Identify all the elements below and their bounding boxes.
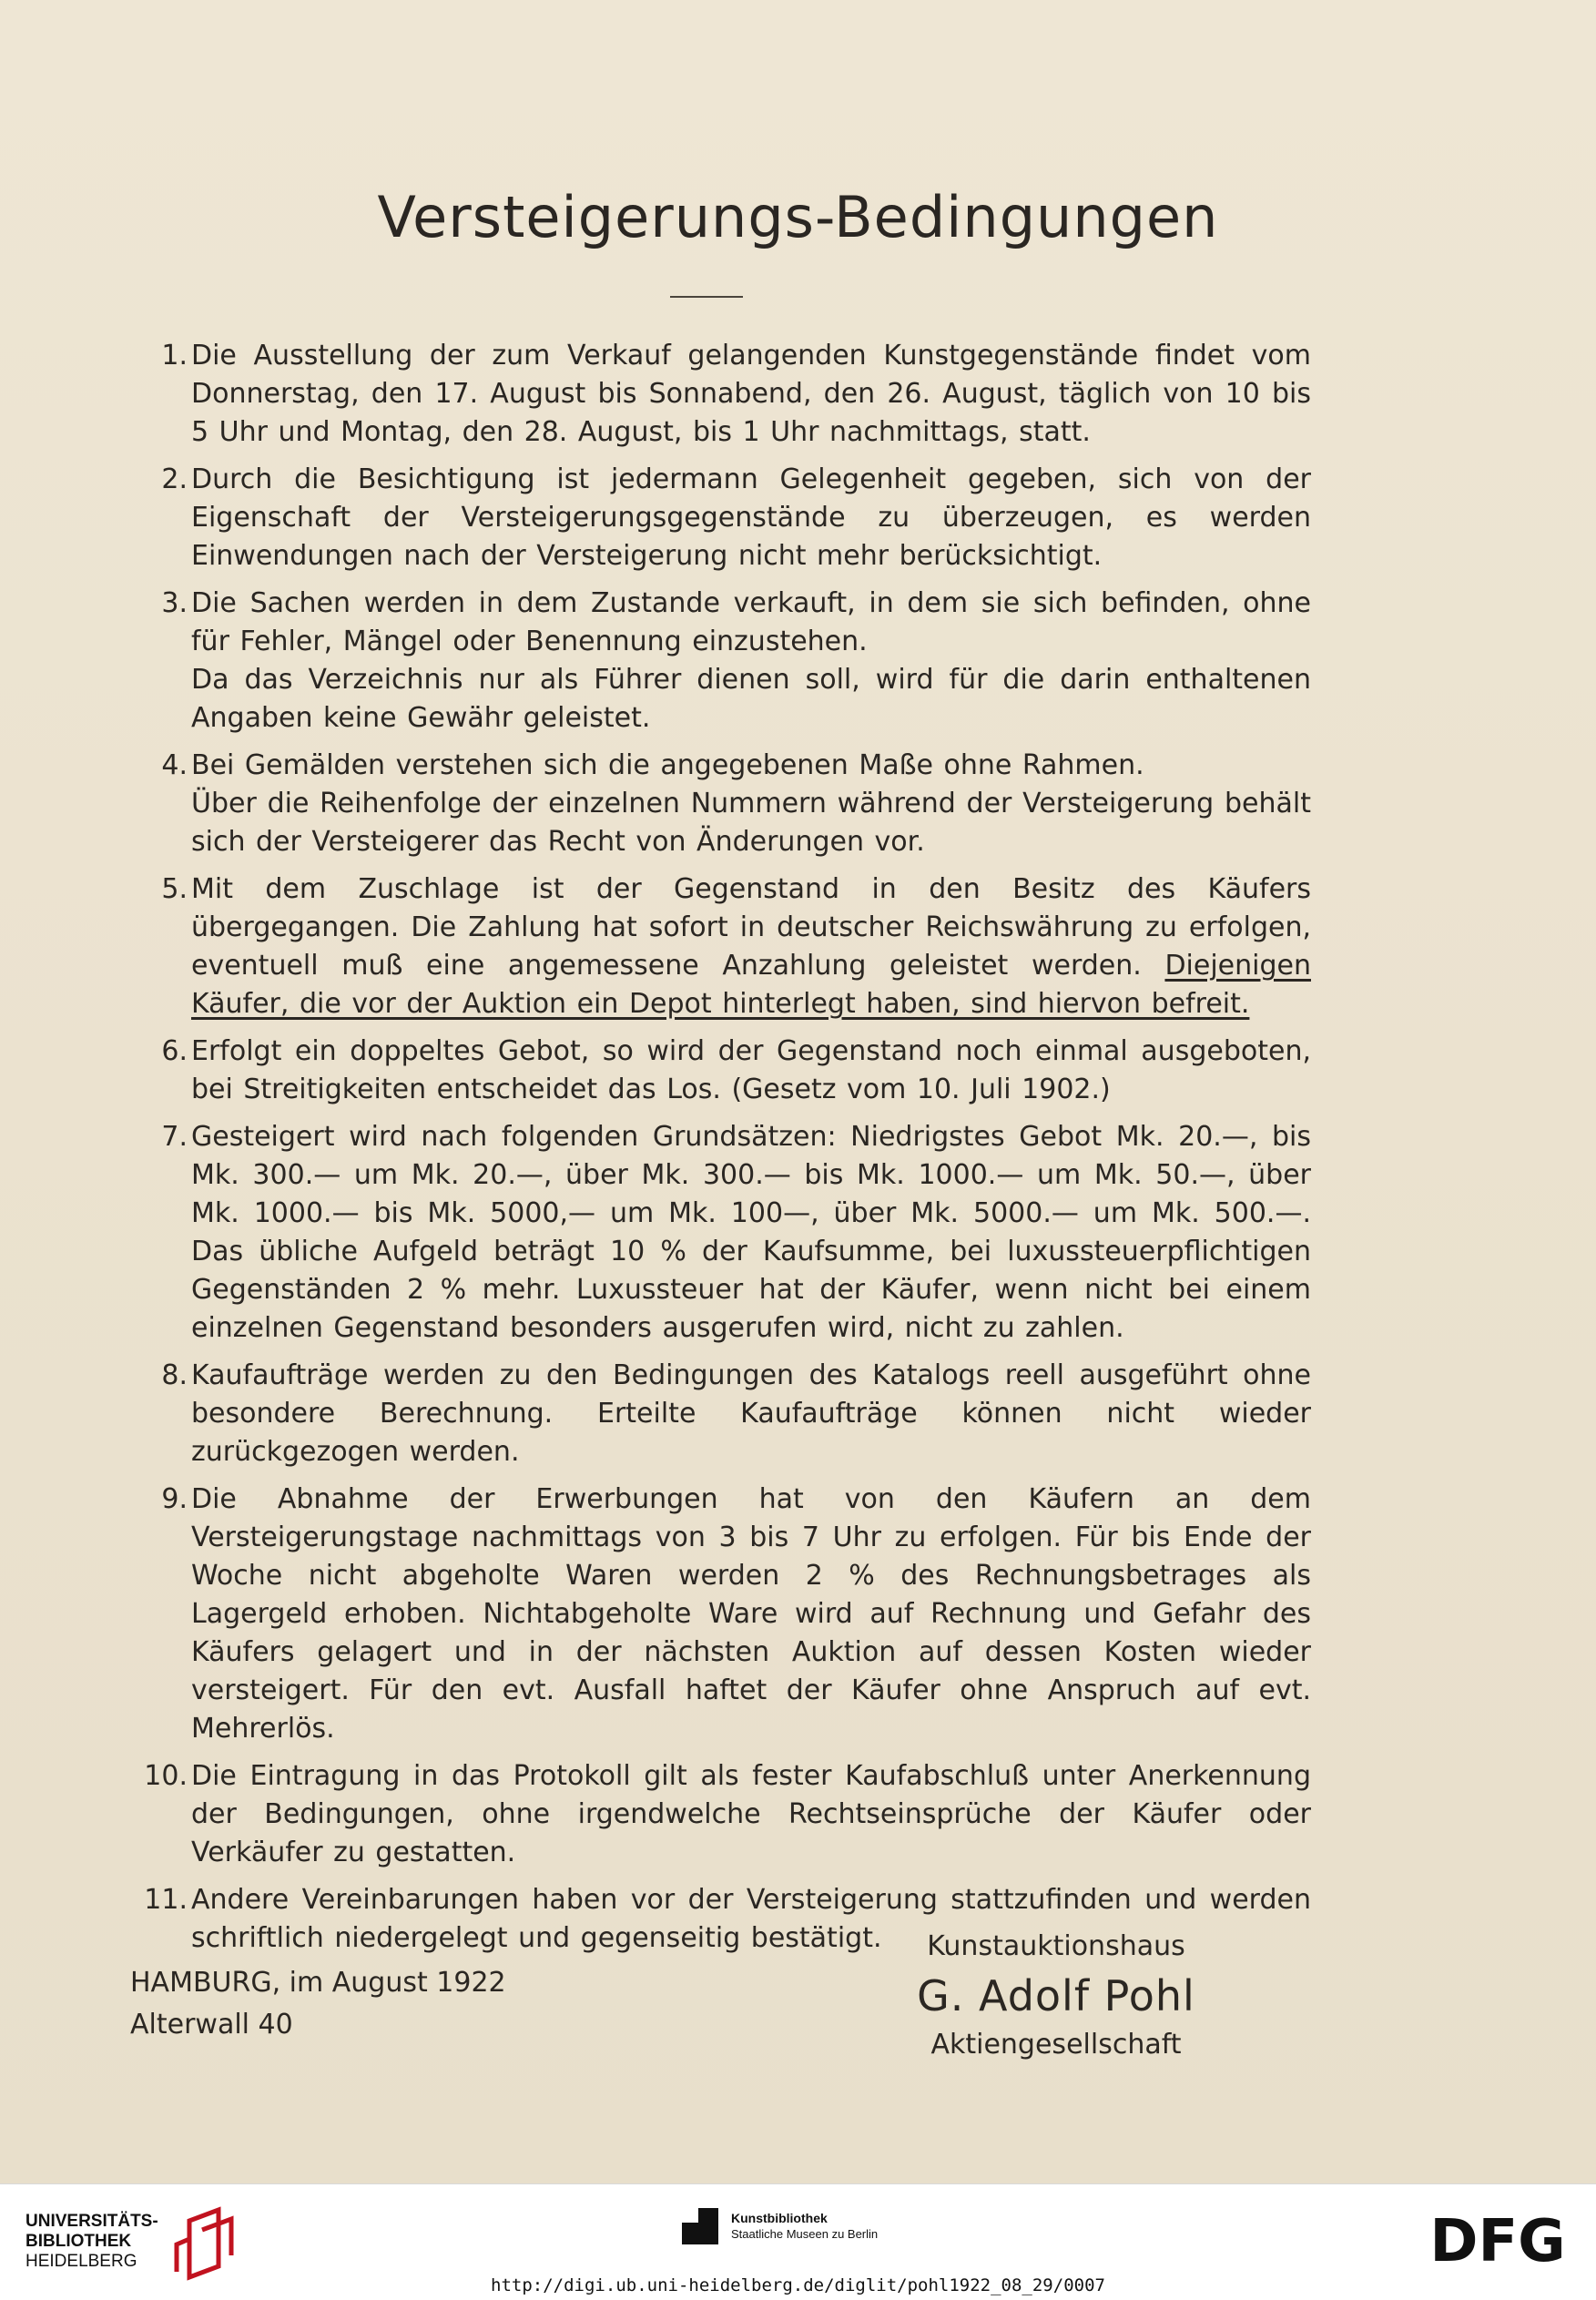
kunstbibliothek-logo[interactable]: [678, 2204, 970, 2259]
signature-block: [838, 1926, 1275, 2066]
dfg-logo[interactable]: [1416, 2204, 1580, 2277]
condition-sentence: Die Ausstellung der zum Verkauf gelangenden Kunstgegenstände findet vom Donnerstag, den 17. August bis Sonnabend, den 26. August, täglich von 10 bis 5 Uhr und Montag, den 28. August, bis 1 Uhr nachmittags, statt.: [191, 340, 1311, 448]
kb-line-1: Kunstbibliothek: [731, 2211, 828, 2225]
condition-item: [137, 747, 1311, 861]
ub-line-1: UNIVERSITÄTS-: [25, 2212, 158, 2231]
condition-number: 2.: [161, 463, 188, 495]
kunstbibliothek-mark-icon: [678, 2204, 722, 2248]
place-date: HAMBURG, im August 1922: [130, 1967, 506, 1999]
condition-sentence: Andere Vereinbarungen haben vor der Versteigerung stattzufinden und werden schriftlich niedergelegt und gegenseitig bestätigt.: [191, 1884, 1311, 1954]
ub-line-3: HEIDELBERG: [25, 2252, 137, 2271]
ub-red-mark-icon: [162, 2203, 244, 2281]
condition-number: 9.: [161, 1483, 188, 1515]
condition-sentence: Die Abnahme der Erwerbungen hat von den Käufern an dem Versteigerungstage nachmittags von 3 bis 7 Uhr zu erfolgen. Für bis Ende der Woche nicht abgeholte Waren werden 2 % des Rechnungsbetrages als Lagergeld erhoben. Nichtabgeholte Ware wird auf Rechnung und Gefahr des Käufers gelagert und in der nächsten Auktion auf dessen Kosten wieder versteigert. Für den evt. Ausfall haftet der Käufer ohne Anspruch auf evt. Mehrerlös.: [191, 1483, 1311, 1745]
condition-text: [191, 337, 1311, 452]
condition-sentence: Erfolgt ein doppeltes Gebot, so wird der Gegenstand noch einmal ausgeboten, bei Streitigkeiten entscheidet das Los. (Gesetz vom 10. Juli 1902.): [191, 1035, 1311, 1105]
firm-type: Kunstauktionshaus: [927, 1930, 1185, 1962]
title-divider: [670, 296, 743, 298]
condition-text: [191, 785, 1311, 861]
condition-text: [191, 747, 1311, 785]
conditions-list: [137, 337, 1311, 1967]
viewer-footer: [0, 2183, 1596, 2300]
ub-heidelberg-logo[interactable]: [25, 2201, 262, 2283]
condition-sentence: Über die Reihenfolge der einzelnen Nummern während der Versteigerung behält sich der Versteigerer das Recht von Änderungen vor.: [191, 788, 1311, 858]
firm-name: G. Adolf Pohl: [917, 1971, 1195, 2020]
condition-text: [191, 1033, 1311, 1109]
ub-line-2: BIBLIOTHEK: [25, 2232, 132, 2251]
document-title: Versteigerungs-Bedingungen: [377, 184, 1219, 250]
condition-number: 8.: [161, 1359, 188, 1391]
condition-item: [137, 461, 1311, 575]
condition-sentence: Die Sachen werden in dem Zustande verkauft, in dem sie sich befinden, ohne für Fehler, Mängel oder Benennung einzustehen.: [191, 587, 1311, 657]
condition-text: [191, 661, 1311, 738]
condition-item: [137, 870, 1311, 1023]
condition-number: 3.: [161, 587, 188, 619]
condition-number: 10.: [144, 1760, 188, 1792]
kunstbibliothek-text: [731, 2210, 878, 2243]
condition-underlined-sentence: Diejenigen Käufer, die vor der Auktion ein Depot hinterlegt haben, sind hiervon befreit.: [191, 950, 1311, 1020]
condition-text: [191, 870, 1311, 1023]
address: Alterwall 40: [130, 2009, 293, 2040]
condition-item: [137, 1118, 1311, 1348]
condition-item: [137, 337, 1311, 452]
place-and-date-block: [130, 1962, 506, 2046]
condition-sentence: Kaufaufträge werden zu den Bedingungen des Katalogs reell ausgeführt ohne besondere Berechnung. Erteilte Kaufaufträge können nicht wieder zurückgezogen werden.: [191, 1359, 1311, 1468]
condition-item: [137, 1481, 1311, 1748]
condition-number: 11.: [144, 1884, 188, 1916]
condition-item: [137, 1757, 1311, 1872]
condition-text: [191, 1481, 1311, 1748]
condition-number: 4.: [161, 749, 188, 781]
kb-line-2: Staatliche Museen zu Berlin: [731, 2227, 879, 2241]
condition-number: 7.: [161, 1121, 188, 1153]
condition-number: 6.: [161, 1035, 188, 1067]
condition-sentence: Die Eintragung in das Protokoll gilt als fester Kaufabschluß unter Anerkennung der Bedingungen, ohne irgendwelche Rechtseinsprüche der Käufer oder Verkäufer zu gestatten.: [191, 1760, 1311, 1868]
condition-number: 5.: [161, 873, 188, 905]
condition-text: [191, 1357, 1311, 1471]
condition-sentence: Bei Gemälden verstehen sich die angegebenen Maße ohne Rahmen.: [191, 749, 1144, 781]
dfg-logo-text: DFG: [1429, 2208, 1566, 2275]
firm-legal-form: Aktiengesellschaft: [930, 2029, 1182, 2061]
condition-text: [191, 585, 1311, 661]
condition-number: 1.: [161, 340, 188, 371]
condition-sentence: Gesteigert wird nach folgenden Grundsätzen: Niedrigstes Gebot Mk. 20.—, bis Mk. 300.— um Mk. 20.—, über Mk. 300.— bis Mk. 1000.— um Mk. 50.—, über Mk. 1000.— bis Mk. 5000,— um Mk. 100—, über Mk. 5000.— um Mk. 500.—. Das übliche Aufgeld beträgt 10 % der Kaufsumme, bei luxussteuerpflichtigen Gegenständen 2 % mehr. Luxussteuer hat der Käufer, wenn nicht bei einem einzelnen Gegenstand besonders ausgerufen wird, nicht zu zahlen.: [191, 1121, 1311, 1344]
condition-text: [191, 1757, 1311, 1872]
ub-logo-text: [25, 2212, 158, 2272]
condition-item: [137, 585, 1311, 738]
page-url[interactable]: http://digi.ub.uni-heidelberg.de/diglit/pohl1922_08_29/0007: [491, 2275, 1105, 2295]
condition-item: [137, 1357, 1311, 1471]
condition-sentence: Mit dem Zuschlage ist der Gegenstand in den Besitz des Käufers übergegangen. Die Zahlung hat sofort in deutscher Reichswährung zu erfolgen, eventuell muß eine angemessene Anzahlung geleistet werden.: [191, 873, 1311, 982]
condition-item: [137, 1033, 1311, 1109]
condition-sentence: Da das Verzeichnis nur als Führer dienen soll, wird für die darin enthaltenen Angaben keine Gewähr geleistet.: [191, 664, 1311, 734]
condition-text: [191, 461, 1311, 575]
condition-sentence: Durch die Besichtigung ist jedermann Gelegenheit gegeben, sich von der Eigenschaft der Versteigerungsgegenstände zu überzeugen, es werden Einwendungen nach der Versteigerung nicht mehr berücksichtigt.: [191, 463, 1311, 572]
condition-text: [191, 1118, 1311, 1348]
